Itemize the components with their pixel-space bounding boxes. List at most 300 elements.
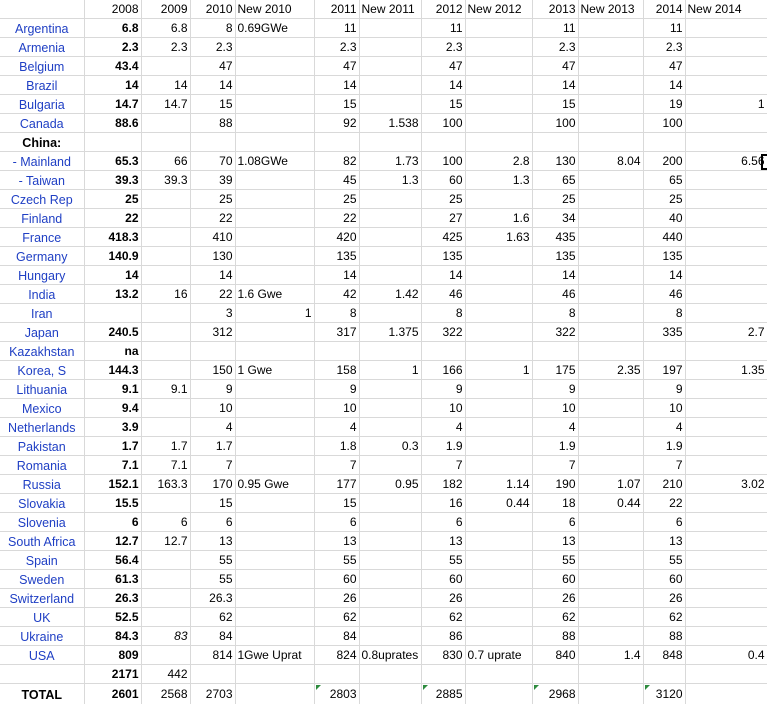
- data-cell[interactable]: 6.8: [84, 19, 141, 38]
- country-cell[interactable]: USA: [0, 646, 84, 665]
- data-cell[interactable]: 65.3: [84, 152, 141, 171]
- data-cell[interactable]: 4: [314, 418, 359, 437]
- data-cell[interactable]: [141, 247, 190, 266]
- data-cell[interactable]: 25: [84, 190, 141, 209]
- data-cell[interactable]: 2601: [84, 684, 141, 704]
- data-cell[interactable]: 848: [643, 646, 685, 665]
- data-cell[interactable]: [685, 342, 767, 361]
- country-cell[interactable]: Spain: [0, 551, 84, 570]
- data-cell[interactable]: 1.8: [314, 437, 359, 456]
- data-cell[interactable]: [578, 323, 643, 342]
- data-cell[interactable]: [685, 665, 767, 684]
- country-cell[interactable]: Iran: [0, 304, 84, 323]
- data-cell[interactable]: [685, 551, 767, 570]
- column-header[interactable]: New 2011: [359, 0, 421, 19]
- data-cell[interactable]: [235, 608, 314, 627]
- data-cell[interactable]: [685, 627, 767, 646]
- data-cell[interactable]: 814: [190, 646, 235, 665]
- data-cell[interactable]: [465, 323, 532, 342]
- data-cell[interactable]: [359, 684, 421, 704]
- data-cell[interactable]: [235, 513, 314, 532]
- country-cell[interactable]: Germany: [0, 247, 84, 266]
- data-cell[interactable]: 14: [421, 76, 465, 95]
- data-cell[interactable]: 140.9: [84, 247, 141, 266]
- data-cell[interactable]: 55: [643, 551, 685, 570]
- data-cell[interactable]: 14: [314, 266, 359, 285]
- data-cell[interactable]: 6: [421, 513, 465, 532]
- data-cell[interactable]: [190, 133, 235, 152]
- data-cell[interactable]: [359, 19, 421, 38]
- data-cell[interactable]: 1.63: [465, 228, 532, 247]
- data-cell[interactable]: [465, 513, 532, 532]
- data-cell[interactable]: [359, 380, 421, 399]
- data-cell[interactable]: 9: [314, 380, 359, 399]
- data-cell[interactable]: [141, 323, 190, 342]
- data-cell[interactable]: 14: [141, 76, 190, 95]
- data-cell[interactable]: 1.9: [532, 437, 578, 456]
- data-cell[interactable]: 2.3: [532, 38, 578, 57]
- data-cell[interactable]: 0.7 uprate: [465, 646, 532, 665]
- data-cell[interactable]: 4: [643, 418, 685, 437]
- data-cell[interactable]: [141, 418, 190, 437]
- data-cell[interactable]: [685, 228, 767, 247]
- data-cell[interactable]: 0.8uprates: [359, 646, 421, 665]
- data-cell[interactable]: 152.1: [84, 475, 141, 494]
- data-cell[interactable]: 1: [359, 361, 421, 380]
- data-cell[interactable]: 26: [532, 589, 578, 608]
- data-cell[interactable]: 42: [314, 285, 359, 304]
- data-cell[interactable]: 13: [190, 532, 235, 551]
- data-cell[interactable]: 26: [643, 589, 685, 608]
- data-cell[interactable]: [578, 380, 643, 399]
- data-cell[interactable]: 14: [532, 76, 578, 95]
- data-cell[interactable]: 25: [421, 190, 465, 209]
- country-cell[interactable]: Switzerland: [0, 589, 84, 608]
- column-header[interactable]: 2008: [84, 0, 141, 19]
- column-header[interactable]: 2011: [314, 0, 359, 19]
- country-cell[interactable]: UK: [0, 608, 84, 627]
- data-cell[interactable]: [465, 57, 532, 76]
- data-cell[interactable]: 4: [532, 418, 578, 437]
- data-cell[interactable]: 47: [643, 57, 685, 76]
- column-header[interactable]: [0, 0, 84, 19]
- data-cell[interactable]: [359, 247, 421, 266]
- data-cell[interactable]: [190, 665, 235, 684]
- column-header[interactable]: New 2010: [235, 0, 314, 19]
- data-cell[interactable]: 65: [532, 171, 578, 190]
- data-cell[interactable]: [235, 247, 314, 266]
- country-cell[interactable]: South Africa: [0, 532, 84, 551]
- country-cell[interactable]: Kazakhstan: [0, 342, 84, 361]
- data-cell[interactable]: [359, 57, 421, 76]
- data-cell[interactable]: 840: [532, 646, 578, 665]
- country-cell[interactable]: Russia: [0, 475, 84, 494]
- data-cell[interactable]: 809: [84, 646, 141, 665]
- data-cell[interactable]: 26: [314, 589, 359, 608]
- data-cell[interactable]: 410: [190, 228, 235, 247]
- data-cell[interactable]: 100: [421, 152, 465, 171]
- data-cell[interactable]: 7.1: [141, 456, 190, 475]
- data-cell[interactable]: [235, 380, 314, 399]
- data-cell[interactable]: [421, 133, 465, 152]
- data-cell[interactable]: 100: [643, 114, 685, 133]
- data-cell[interactable]: [314, 665, 359, 684]
- data-cell[interactable]: [235, 456, 314, 475]
- data-cell[interactable]: [465, 76, 532, 95]
- country-cell[interactable]: Sweden: [0, 570, 84, 589]
- data-cell[interactable]: 88: [532, 627, 578, 646]
- data-cell[interactable]: 6: [190, 513, 235, 532]
- data-cell[interactable]: 2968: [532, 684, 578, 704]
- data-cell[interactable]: [578, 95, 643, 114]
- data-cell[interactable]: 88.6: [84, 114, 141, 133]
- data-cell[interactable]: [359, 76, 421, 95]
- data-cell[interactable]: 52.5: [84, 608, 141, 627]
- data-cell[interactable]: [235, 133, 314, 152]
- data-cell[interactable]: [141, 608, 190, 627]
- data-cell[interactable]: [359, 399, 421, 418]
- data-cell[interactable]: [643, 665, 685, 684]
- data-cell[interactable]: [359, 665, 421, 684]
- data-cell[interactable]: 312: [190, 323, 235, 342]
- data-cell[interactable]: [578, 76, 643, 95]
- data-cell[interactable]: [465, 399, 532, 418]
- data-cell[interactable]: [141, 494, 190, 513]
- data-cell[interactable]: 7: [643, 456, 685, 475]
- data-cell[interactable]: 62: [643, 608, 685, 627]
- data-cell[interactable]: 8: [190, 19, 235, 38]
- data-cell[interactable]: [141, 133, 190, 152]
- data-cell[interactable]: 4: [190, 418, 235, 437]
- data-cell[interactable]: [314, 133, 359, 152]
- data-cell[interactable]: 1.3: [359, 171, 421, 190]
- data-cell[interactable]: 34: [532, 209, 578, 228]
- data-cell[interactable]: 14: [643, 76, 685, 95]
- data-cell[interactable]: 2.8: [465, 152, 532, 171]
- data-cell[interactable]: 175: [532, 361, 578, 380]
- data-cell[interactable]: [685, 418, 767, 437]
- data-cell[interactable]: 8: [421, 304, 465, 323]
- data-cell[interactable]: [235, 209, 314, 228]
- data-cell[interactable]: [465, 551, 532, 570]
- data-cell[interactable]: 39: [190, 171, 235, 190]
- data-cell[interactable]: 15: [532, 95, 578, 114]
- data-cell[interactable]: 1.42: [359, 285, 421, 304]
- data-cell[interactable]: 25: [532, 190, 578, 209]
- data-cell[interactable]: 22: [190, 209, 235, 228]
- data-cell[interactable]: 0.69GWe: [235, 19, 314, 38]
- data-cell[interactable]: 1.538: [359, 114, 421, 133]
- country-cell[interactable]: Slovakia: [0, 494, 84, 513]
- data-cell[interactable]: [578, 285, 643, 304]
- data-cell[interactable]: 10: [643, 399, 685, 418]
- data-cell[interactable]: 61.3: [84, 570, 141, 589]
- data-cell[interactable]: 22: [84, 209, 141, 228]
- country-cell[interactable]: China:: [0, 133, 84, 152]
- data-cell[interactable]: 88: [190, 114, 235, 133]
- data-cell[interactable]: 27: [421, 209, 465, 228]
- country-cell[interactable]: [0, 665, 84, 684]
- data-cell[interactable]: [141, 228, 190, 247]
- data-cell[interactable]: [578, 342, 643, 361]
- data-cell[interactable]: 46: [421, 285, 465, 304]
- data-cell[interactable]: [235, 589, 314, 608]
- data-cell[interactable]: [359, 494, 421, 513]
- data-cell[interactable]: 25: [190, 190, 235, 209]
- data-cell[interactable]: [235, 551, 314, 570]
- data-cell[interactable]: [465, 532, 532, 551]
- data-cell[interactable]: [465, 266, 532, 285]
- data-cell[interactable]: [84, 304, 141, 323]
- data-cell[interactable]: 13: [643, 532, 685, 551]
- data-cell[interactable]: [465, 342, 532, 361]
- data-cell[interactable]: 7.1: [84, 456, 141, 475]
- data-cell[interactable]: 66: [141, 152, 190, 171]
- data-cell[interactable]: [578, 228, 643, 247]
- data-cell[interactable]: 14: [190, 266, 235, 285]
- data-cell[interactable]: 84: [314, 627, 359, 646]
- data-cell[interactable]: [465, 418, 532, 437]
- data-cell[interactable]: 1.7: [84, 437, 141, 456]
- data-cell[interactable]: 22: [314, 209, 359, 228]
- data-cell[interactable]: 1.9: [643, 437, 685, 456]
- data-cell[interactable]: 13: [314, 532, 359, 551]
- data-cell[interactable]: [359, 304, 421, 323]
- data-cell[interactable]: [685, 190, 767, 209]
- data-cell[interactable]: 0.44: [465, 494, 532, 513]
- data-cell[interactable]: [359, 570, 421, 589]
- country-cell[interactable]: - Mainland: [0, 152, 84, 171]
- country-cell[interactable]: Romania: [0, 456, 84, 475]
- data-cell[interactable]: 418.3: [84, 228, 141, 247]
- data-cell[interactable]: 6: [643, 513, 685, 532]
- data-cell[interactable]: 1.9: [421, 437, 465, 456]
- data-cell[interactable]: 8: [314, 304, 359, 323]
- country-cell[interactable]: Armenia: [0, 38, 84, 57]
- data-cell[interactable]: 1.73: [359, 152, 421, 171]
- data-cell[interactable]: 1 Gwe: [235, 361, 314, 380]
- data-cell[interactable]: 55: [190, 570, 235, 589]
- data-cell[interactable]: [685, 589, 767, 608]
- data-cell[interactable]: [141, 190, 190, 209]
- data-cell[interactable]: 6.8: [141, 19, 190, 38]
- data-cell[interactable]: [685, 266, 767, 285]
- data-cell[interactable]: [235, 228, 314, 247]
- data-cell[interactable]: 166: [421, 361, 465, 380]
- data-cell[interactable]: [685, 513, 767, 532]
- data-cell[interactable]: [359, 551, 421, 570]
- data-cell[interactable]: 2885: [421, 684, 465, 704]
- data-cell[interactable]: [465, 95, 532, 114]
- data-cell[interactable]: 70: [190, 152, 235, 171]
- data-cell[interactable]: [141, 304, 190, 323]
- data-cell[interactable]: 62: [532, 608, 578, 627]
- data-cell[interactable]: [84, 133, 141, 152]
- data-cell[interactable]: 130: [190, 247, 235, 266]
- country-cell[interactable]: Belgium: [0, 57, 84, 76]
- data-cell[interactable]: 2568: [141, 684, 190, 704]
- data-cell[interactable]: [235, 532, 314, 551]
- data-cell[interactable]: 10: [421, 399, 465, 418]
- data-cell[interactable]: [685, 38, 767, 57]
- data-cell[interactable]: [359, 95, 421, 114]
- data-cell[interactable]: 11: [421, 19, 465, 38]
- data-cell[interactable]: [141, 114, 190, 133]
- data-cell[interactable]: [141, 57, 190, 76]
- data-cell[interactable]: [359, 190, 421, 209]
- country-cell[interactable]: Finland: [0, 209, 84, 228]
- data-cell[interactable]: [359, 513, 421, 532]
- data-cell[interactable]: [578, 589, 643, 608]
- data-cell[interactable]: [685, 57, 767, 76]
- data-cell[interactable]: [465, 456, 532, 475]
- data-cell[interactable]: [685, 19, 767, 38]
- data-cell[interactable]: [578, 608, 643, 627]
- data-cell[interactable]: 6: [532, 513, 578, 532]
- data-cell[interactable]: [685, 532, 767, 551]
- data-cell[interactable]: [141, 646, 190, 665]
- data-cell[interactable]: 1.35: [685, 361, 767, 380]
- data-cell[interactable]: 2803: [314, 684, 359, 704]
- data-cell[interactable]: 2.3: [190, 38, 235, 57]
- data-cell[interactable]: [578, 418, 643, 437]
- data-cell[interactable]: 55: [190, 551, 235, 570]
- country-cell[interactable]: Argentina: [0, 19, 84, 38]
- data-cell[interactable]: 14: [84, 76, 141, 95]
- data-cell[interactable]: 46: [643, 285, 685, 304]
- data-cell[interactable]: 9.4: [84, 399, 141, 418]
- country-cell[interactable]: Hungary: [0, 266, 84, 285]
- data-cell[interactable]: [235, 627, 314, 646]
- data-cell[interactable]: 1.6: [465, 209, 532, 228]
- data-cell[interactable]: 83: [141, 627, 190, 646]
- data-cell[interactable]: [465, 380, 532, 399]
- data-cell[interactable]: 40: [643, 209, 685, 228]
- data-cell[interactable]: [359, 608, 421, 627]
- data-cell[interactable]: 7: [421, 456, 465, 475]
- data-cell[interactable]: 62: [190, 608, 235, 627]
- data-cell[interactable]: [235, 38, 314, 57]
- data-cell[interactable]: 13: [532, 532, 578, 551]
- data-cell[interactable]: [685, 456, 767, 475]
- data-cell[interactable]: 65: [643, 171, 685, 190]
- data-cell[interactable]: 11: [643, 19, 685, 38]
- data-cell[interactable]: [141, 399, 190, 418]
- data-cell[interactable]: 3.9: [84, 418, 141, 437]
- data-cell[interactable]: [643, 133, 685, 152]
- data-cell[interactable]: [643, 342, 685, 361]
- data-cell[interactable]: 14: [190, 76, 235, 95]
- data-cell[interactable]: 1.07: [578, 475, 643, 494]
- data-cell[interactable]: 15: [314, 494, 359, 513]
- data-cell[interactable]: [235, 114, 314, 133]
- data-cell[interactable]: [235, 342, 314, 361]
- data-cell[interactable]: [685, 133, 767, 152]
- data-cell[interactable]: 15: [190, 494, 235, 513]
- data-cell[interactable]: 317: [314, 323, 359, 342]
- data-cell[interactable]: 92: [314, 114, 359, 133]
- data-cell[interactable]: [314, 342, 359, 361]
- data-cell[interactable]: 1.14: [465, 475, 532, 494]
- data-cell[interactable]: [421, 342, 465, 361]
- data-cell[interactable]: 1.3: [465, 171, 532, 190]
- data-cell[interactable]: 39.3: [141, 171, 190, 190]
- data-cell[interactable]: [141, 589, 190, 608]
- data-cell[interactable]: [578, 190, 643, 209]
- data-cell[interactable]: 9: [532, 380, 578, 399]
- data-cell[interactable]: 86: [421, 627, 465, 646]
- data-cell[interactable]: 440: [643, 228, 685, 247]
- data-cell[interactable]: 55: [421, 551, 465, 570]
- data-cell[interactable]: 9: [421, 380, 465, 399]
- data-cell[interactable]: 88: [643, 627, 685, 646]
- data-cell[interactable]: [578, 665, 643, 684]
- data-cell[interactable]: [578, 551, 643, 570]
- country-cell[interactable]: Mexico: [0, 399, 84, 418]
- data-cell[interactable]: 1.7: [190, 437, 235, 456]
- data-cell[interactable]: [359, 38, 421, 57]
- data-cell[interactable]: [578, 247, 643, 266]
- data-cell[interactable]: 2703: [190, 684, 235, 704]
- data-cell[interactable]: 100: [532, 114, 578, 133]
- data-cell[interactable]: 6: [314, 513, 359, 532]
- data-cell[interactable]: [685, 247, 767, 266]
- data-cell[interactable]: [685, 171, 767, 190]
- data-cell[interactable]: 2.3: [421, 38, 465, 57]
- data-cell[interactable]: 12.7: [84, 532, 141, 551]
- data-cell[interactable]: 824: [314, 646, 359, 665]
- data-cell[interactable]: 26.3: [190, 589, 235, 608]
- data-cell[interactable]: 322: [421, 323, 465, 342]
- data-cell[interactable]: [685, 76, 767, 95]
- data-cell[interactable]: 15: [314, 95, 359, 114]
- data-cell[interactable]: 0.4: [685, 646, 767, 665]
- data-cell[interactable]: [578, 399, 643, 418]
- data-cell[interactable]: 6: [84, 513, 141, 532]
- data-cell[interactable]: 60: [314, 570, 359, 589]
- data-cell[interactable]: [359, 342, 421, 361]
- data-cell[interactable]: [359, 228, 421, 247]
- data-cell[interactable]: 14: [84, 266, 141, 285]
- data-cell[interactable]: 8: [643, 304, 685, 323]
- data-cell[interactable]: 3.02: [685, 475, 767, 494]
- data-cell[interactable]: [465, 665, 532, 684]
- data-cell[interactable]: [578, 456, 643, 475]
- data-cell[interactable]: 1.7: [141, 437, 190, 456]
- country-cell[interactable]: Lithuania: [0, 380, 84, 399]
- data-cell[interactable]: [685, 437, 767, 456]
- data-cell[interactable]: [359, 532, 421, 551]
- data-cell[interactable]: [578, 513, 643, 532]
- data-cell[interactable]: [235, 266, 314, 285]
- data-cell[interactable]: 0.95 Gwe: [235, 475, 314, 494]
- data-cell[interactable]: 135: [421, 247, 465, 266]
- data-cell[interactable]: 47: [532, 57, 578, 76]
- data-cell[interactable]: [235, 684, 314, 704]
- data-cell[interactable]: 240.5: [84, 323, 141, 342]
- data-cell[interactable]: 322: [532, 323, 578, 342]
- data-cell[interactable]: 82: [314, 152, 359, 171]
- data-cell[interactable]: 47: [190, 57, 235, 76]
- data-cell[interactable]: 210: [643, 475, 685, 494]
- data-cell[interactable]: 55: [314, 551, 359, 570]
- data-cell[interactable]: 3: [190, 304, 235, 323]
- data-cell[interactable]: 15.5: [84, 494, 141, 513]
- data-cell[interactable]: [235, 76, 314, 95]
- data-cell[interactable]: [190, 342, 235, 361]
- data-cell[interactable]: [465, 570, 532, 589]
- data-cell[interactable]: 335: [643, 323, 685, 342]
